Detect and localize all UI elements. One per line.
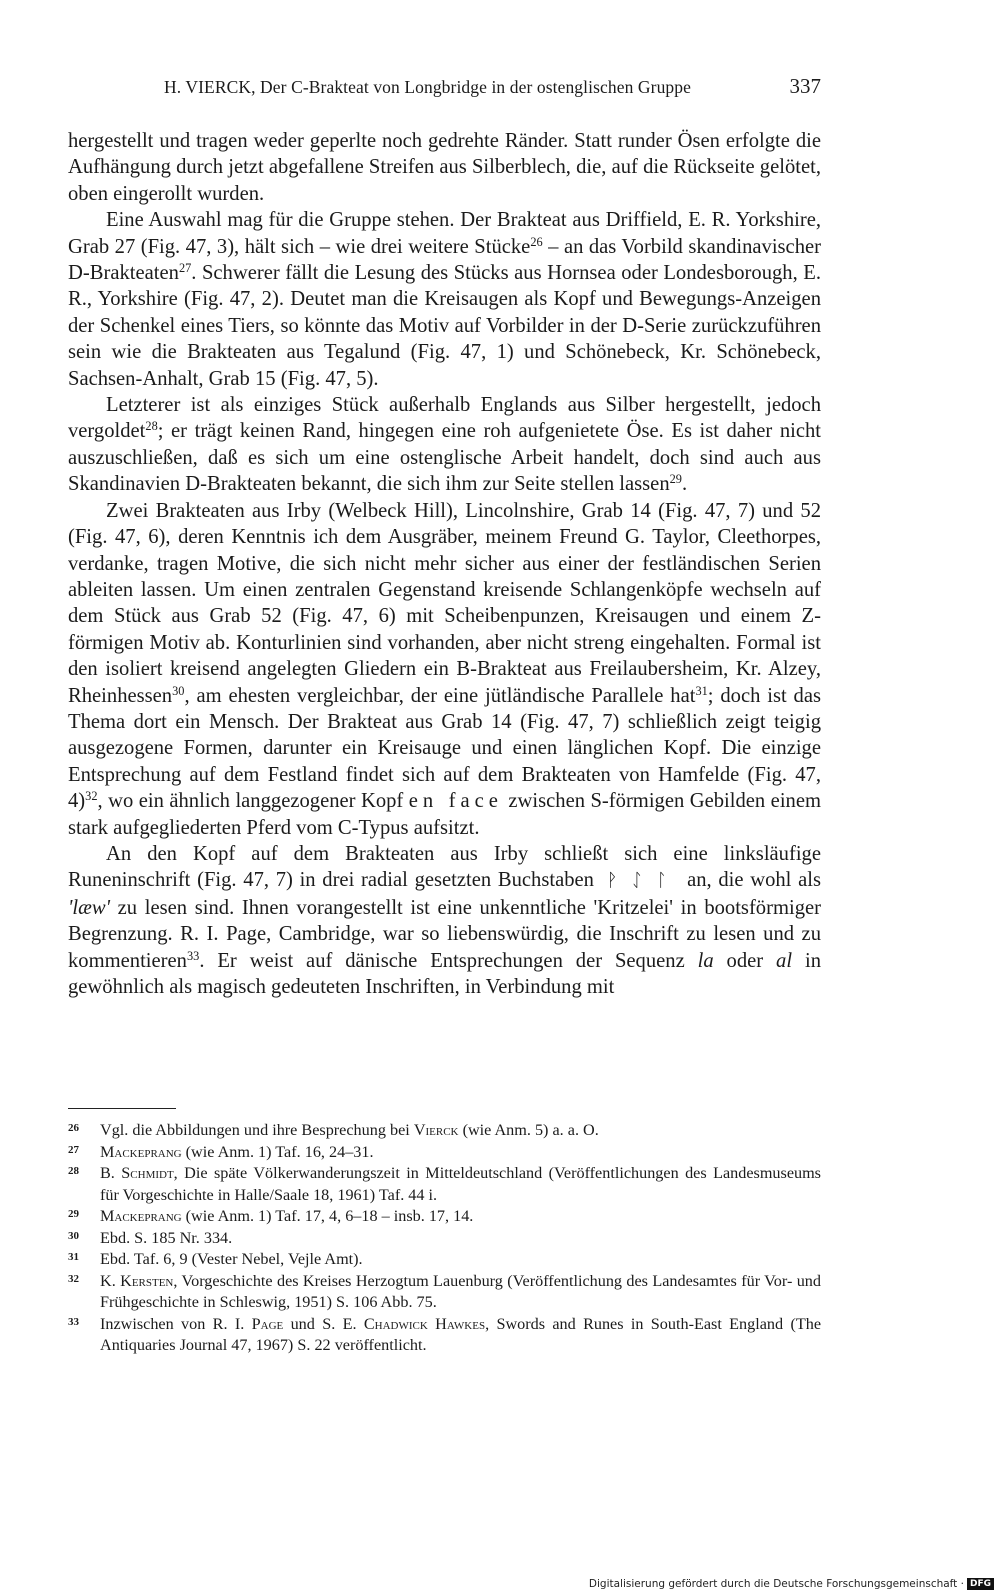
footnote-ref[interactable]: 33	[186, 948, 200, 963]
text-run: Ebd. S. 185 Nr. 334.	[100, 1228, 233, 1247]
footnote-28	[68, 1163, 821, 1206]
text-run: Letzterer ist als einziges Stück außerhalb Englands aus Silber hergestellt, jedoch vergoldet	[68, 394, 821, 443]
text-run: K.	[100, 1271, 121, 1290]
text-run: und S. E.	[283, 1314, 364, 1333]
footnote-31	[68, 1249, 821, 1271]
text-run: ; doch ist das Thema dort ein Mensch. Der Brakteat aus Grab 14 (Fig. 47, 7) schließlich zeigt teigig ausgezogene Formen, darunter ein Kreisauge und einen länglichen Kopf. Die einzige Entsprechung auf dem Festland findet sich auf dem Brakteaten von Hamfelde (Fig. 47, 4)	[68, 684, 821, 813]
footnote-29	[68, 1206, 821, 1228]
text-run: , Die späte Völkerwanderungszeit in Mitteldeutschland (Veröffentlichungen des Landesmuseums für Vorgeschichte in Halle/Saale 18, 1961) Taf. 44 i.	[100, 1164, 821, 1204]
footnote-ref[interactable]: 32	[85, 789, 98, 804]
text-run: . Schwerer fällt die Lesung des Stücks aus Hornsea oder Londesborough, E. R., Yorkshire (Fig. 47, 2). Deutet man die Kreisaugen als Kopf und Bewegungs-Anzeigen der Schenkel eines Tiers, so könnte das Motiv auf Vorbilder in der D-Serie zurückzuführen sein wie die Brakteaten aus Tegalund (Fig. 47, 1) und Schönebeck, Kr. Schönebeck, Sachsen-Anhalt, Grab 15 (Fig. 47, 5).	[68, 262, 821, 390]
text-run: Zwei Brakteaten aus Irby (Welbeck Hill), Lincolnshire, Grab 14 (Fig. 47, 7) und 52 (Fig. 47, 6), deren Kenntnis ich dem Ausgräber, meinem Freund G. Taylor, Cleethorpes, verdanke, tragen Motive, die sich nicht mehr sicher aus einer der festländischen Serien ableiten lassen. Um einen zentralen Gegenstand kreisende Schlangenköpfe wechseln auf dem Stück aus Grab 52 (Fig. 47, 6) mit Scheibenpunzen, Kreisaugen und einem Z-förmigen Motiv ab. Konturlinien sind vorhanden, aber nicht streng eingehalten. Formal ist den isoliert kreisend angelegten Gliedern ein B-Brakteat aus Freilaubersheim, Kr. Alzey, Rheinhessen	[68, 499, 821, 707]
page-number: 337	[789, 74, 821, 98]
footnotes	[68, 1120, 821, 1357]
footnote-ref[interactable]: 31	[695, 683, 708, 698]
author-name: Page	[251, 1314, 284, 1333]
text-run: in gewöhnlich als magisch gedeuteten Inschriften, in Verbindung mit	[68, 949, 821, 998]
footnote-divider	[68, 1108, 176, 1109]
paragraph-2	[68, 207, 821, 392]
footnote-ref[interactable]: 29	[669, 472, 682, 487]
footnote-ref[interactable]: 27	[178, 261, 192, 276]
text-run: Vgl. die Abbildungen und ihre Besprechung bei	[100, 1121, 414, 1139]
text-run: . Er weist auf dänische Entsprechungen der Sequenz	[199, 949, 698, 972]
page-header	[68, 74, 821, 104]
footnote-ref[interactable]: 26	[530, 234, 543, 249]
footnote-33	[68, 1314, 821, 1357]
footnote-number: 26	[68, 1122, 79, 1134]
text-run: , wo ein ähnlich langgezogener Kopf	[97, 790, 409, 813]
footnote-26	[68, 1120, 821, 1142]
text-run: oder	[713, 949, 777, 972]
text-run: Inzwischen von R. I.	[100, 1314, 252, 1333]
footnote-ref[interactable]: 30	[172, 683, 185, 698]
paragraph-1-text: hergestellt und tragen weder geperlte noch gedrehte Ränder. Statt runder Ösen erfolgte die Aufhängung durch jetzt abgefallene Streifen aus Silberblech, die, auf die Rückseite gelötet, oben eingerollt wurden.	[68, 130, 821, 205]
text-run: zwischen S-förmigen Gebilden einem stark aufgegliederten Pferd vom C-Typus aufsitzt.	[68, 790, 821, 839]
footnote-number: 27	[68, 1143, 79, 1156]
footnote-number: 30	[68, 1229, 79, 1242]
digitization-credit	[589, 1578, 994, 1590]
footnote-number: 31	[68, 1251, 79, 1263]
footnote-number: 32	[68, 1272, 79, 1285]
text-run: , am ehesten vergleichbar, der eine jütländische Parallele hat	[184, 684, 696, 707]
footnote-30	[68, 1228, 821, 1250]
italic-term: al	[776, 949, 793, 972]
author-name: Vierck	[413, 1121, 459, 1139]
text-run: zu lesen sind. Ihnen vorangestellt ist eine unkenntliche 'Kritzelei' in bootsförmiger Begrenzung. R. I. Page, Cambridge, war so liebenswürdig, die Inschrift zu lesen und zu kommentieren	[68, 896, 821, 972]
running-head: H. VIERCK, Der C-Brakteat von Longbridge in der ostenglischen Gruppe	[164, 77, 691, 97]
runic-inscription: ᚹᛇᛚ	[606, 870, 682, 892]
author-name: Chadwick Hawkes	[363, 1314, 486, 1333]
text-run: (wie Anm. 1) Taf. 17, 4, 6–18 – insb. 17, 14.	[181, 1207, 474, 1225]
text-run: ; er trägt keinen Rand, hingegen eine roh aufgenietete Öse. Es ist daher nicht auszuschließen, daß es sich um eine ostenglische Arbeit handelt, doch sind auch aus Skandinavien D-Brakteaten bekannt, die sich ihm zur Seite stellen lassen	[68, 420, 821, 496]
text-run: – an das Vorbild skandinavischer D-Brakteaten	[68, 235, 821, 285]
paragraph-4	[68, 498, 821, 841]
paragraph-1	[68, 128, 821, 207]
text-run: Eine Auswahl mag für die Gruppe stehen. Der Brakteat aus Driffield, E. R. Yorkshire, Grab 27 (Fig. 47, 3), hält sich – wie drei weitere Stücke	[68, 209, 821, 258]
body-text	[68, 128, 821, 1000]
paragraph-5	[68, 841, 821, 1000]
italic-term: 'læw'	[68, 896, 111, 919]
author-name: Mackeprang	[100, 1207, 182, 1225]
footnote-27	[68, 1142, 821, 1164]
dfg-logo: DFG	[967, 1578, 994, 1590]
text-run: .	[681, 473, 688, 496]
footnote-number: 29	[68, 1208, 79, 1220]
text-run: B.	[100, 1164, 122, 1182]
author-name: Kersten	[120, 1271, 174, 1290]
author-name: Mackeprang	[100, 1142, 182, 1161]
text-run: , Swords and Runes in South-East England (The Antiquaries Journal 47, 1967) S. 22 veröffentlicht.	[100, 1314, 822, 1354]
text-run: (wie Anm. 5) a. a. O.	[458, 1121, 599, 1139]
text-run: (wie Anm. 1) Taf. 16, 24–31.	[181, 1142, 374, 1161]
footnote-ref[interactable]: 28	[145, 419, 158, 434]
footnote-32	[68, 1271, 821, 1314]
text-run: an, die wohl als	[687, 869, 821, 892]
text-run: Ebd. Taf. 6, 9 (Vester Nebel, Vejle Amt).	[100, 1250, 363, 1268]
footnote-number: 33	[68, 1315, 79, 1328]
spaced-emphasis: en face	[408, 790, 503, 813]
text-run: An den Kopf auf dem Brakteaten aus Irby schließt sich eine linksläufige Runeninschrift (Fig. 47, 7) in drei radial gesetzten Buchstaben	[68, 842, 821, 892]
footnote-number: 28	[68, 1165, 79, 1177]
italic-term: la	[697, 949, 714, 972]
paragraph-3	[68, 392, 821, 498]
author-name: Schmidt	[121, 1164, 174, 1182]
credit-text: Digitalisierung gefördert durch die Deutsche Forschungsgemeinschaft ·	[588, 1578, 964, 1590]
text-run: , Vorgeschichte des Kreises Herzogtum Lauenburg (Veröffentlichung des Landesamtes für Vor- und Frühgeschichte in Schleswig, 1951) S. 106 Abb. 75.	[100, 1271, 821, 1311]
